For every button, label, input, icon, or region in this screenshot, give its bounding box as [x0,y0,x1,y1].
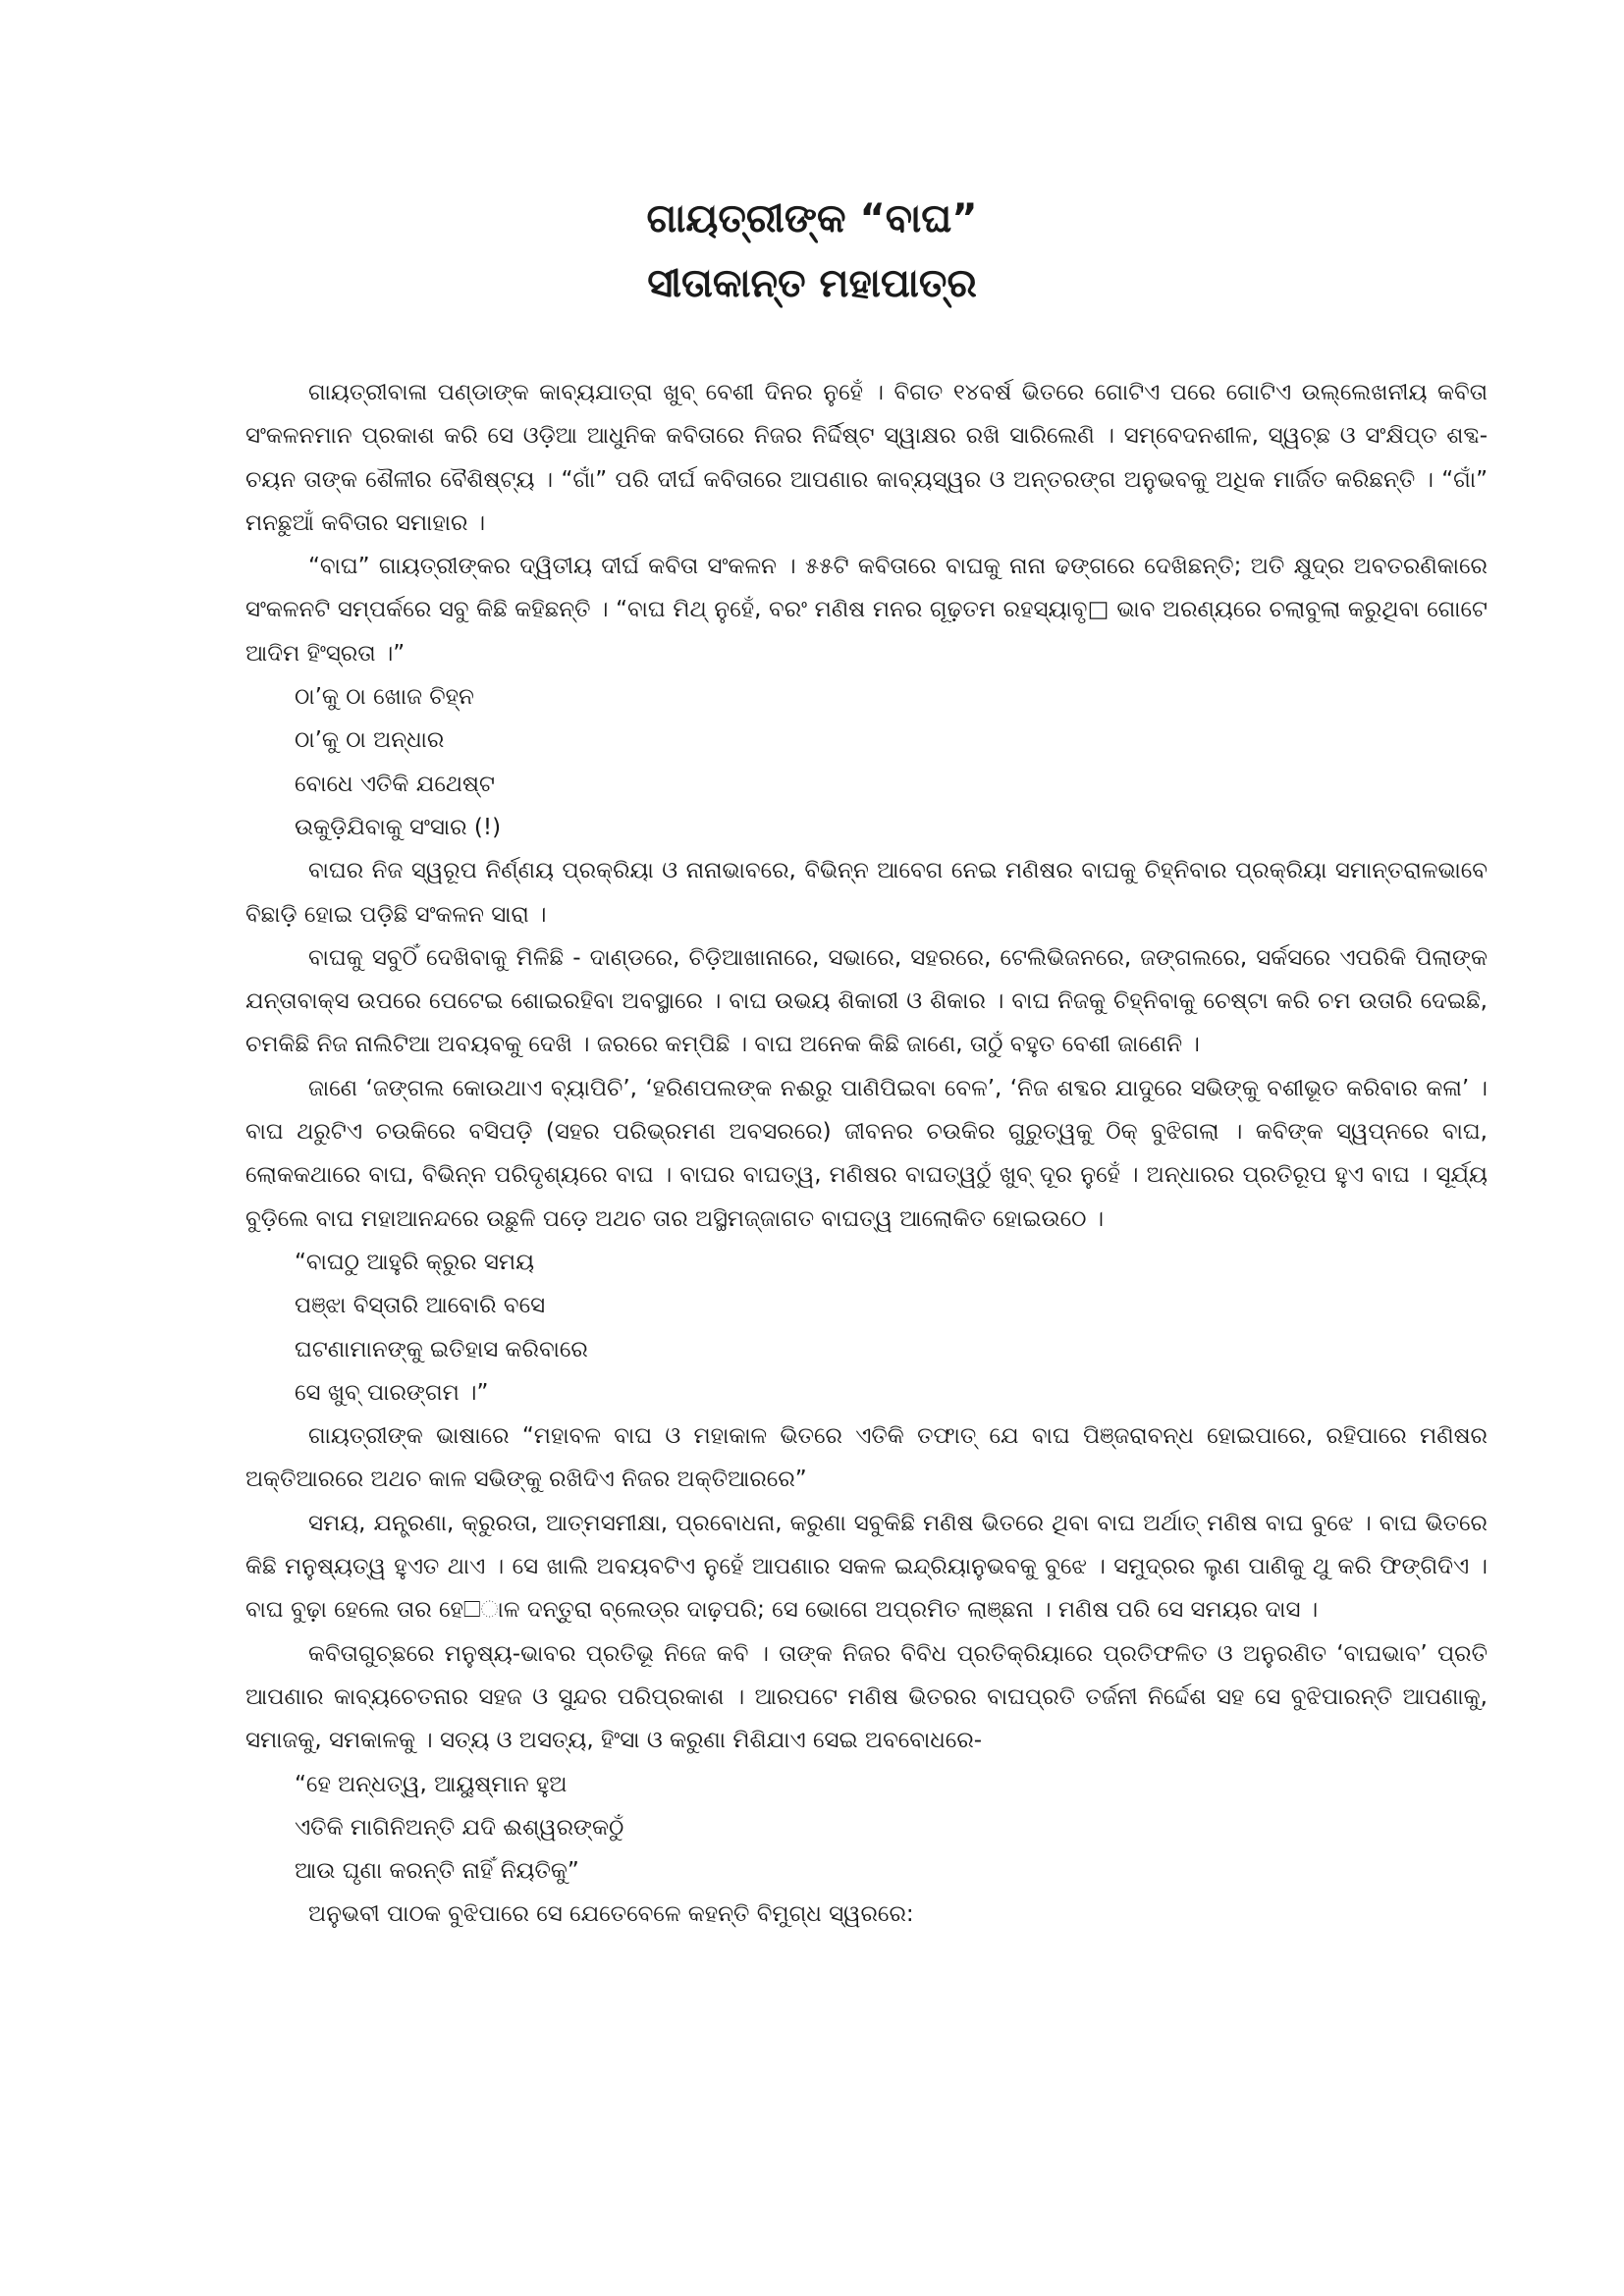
paragraph: ଗାୟତ୍ରୀବାଳା ପଣ୍ଡାଙ୍କ କାବ୍ୟଯାତ୍ରା ଖୁବ୍ ବେଶୀ ଦିନର ନୁହେଁ । ବିଗତ ୧୪ବର୍ଷ ଭିତରେ ଗୋଟିଏ ପରେ ଗୋଟିଏ ଉଲ୍ଲେଖନୀୟ କବିତା ସଂକଳନମାନ ପ୍ରକାଶ କରି ସେ ଓଡ଼ିଆ ଆଧୁନିକ କବିତାରେ ନିଜର ନିର୍ଦ୍ଦିଷ୍ଟ ସ୍ୱାକ୍ଷର ରଖି ସାରିଲେଣି । ସମ୍ବେଦନଶୀଳ, ସ୍ୱଚ୍ଛ ଓ ସଂକ୍ଷିପ୍ତ ଶବ୍ଦ-ଚୟନ ତାଙ୍କ ଶୈଳୀର ବୈଶିଷ୍ଟ୍ୟ । “ଗାଁ” ପରି ଦୀର୍ଘ କବିତାରେ ଆପଣାର କାବ୍ୟସ୍ୱର ଓ ଅନ୍ତରଙ୍ଗ ଅନୁଭବକୁ ଅଧିକ ମାର୍ଜିତ କରିଛନ୍ତି । “ଗାଁ” ମନଛୁଆଁ କବିତାର ସମାହାର । [245,380,1488,536]
verse-line: ସେ ଖୁବ୍ ପାରଙ୍ଗମ ।” [295,1379,489,1406]
verse-line: ବୋଧେ ଏତିକି ଯଥେଷ୍ଟ [295,771,495,797]
verse-line: “ବାଘଠୁ ଆହୁରି କ୍ରୁର ସମୟ [295,1249,535,1275]
verse-quote [245,1241,1488,1415]
article-author: ସୀତାକାନ୍ତ ମହାପାତ୍ର [647,261,977,306]
paragraph: ବାଘକୁ ସବୁଠିଁ ଦେଖିବାକୁ ମିଳିଛି - ଦାଣ୍ଡରେ, ଚିଡ଼ିଆଖାନାରେ, ସଭାରେ, ସହରରେ, ଟେଲିଭିଜନରେ, ଜଙ୍ଗଲରେ, ସର୍କସରେ ଏପରିକି ପିଲାଙ୍କ ଯନ୍ତାବାକ୍ସ ଉପରେ ପେଟେଇ ଶୋଇରହିବା ଅବସ୍ଥାରେ । ବାଘ ଉଭୟ ଶିକାରୀ ଓ ଶିକାର । ବାଘ ନିଜକୁ ଚିହ୍ନିବାକୁ ଚେଷ୍ଟା କରି ଚମ ଉତାରି ଦେଇଛି, ଚମକିଛି ନିଜ ନାଲିଟିଆ ଅବୟବକୁ ଦେଖି । ଜରରେ କମ୍ପିଛି । ବାଘ ଅନେକ କିଛି ଜାଣେ, ତାଠୁଁ ବହୁତ ବେଶୀ ଜାଣେନି । [245,944,1488,1058]
verse-line: ଘଟଣାମାନଙ୍କୁ ଇତିହାସ କରିବାରେ [295,1336,588,1362]
paragraph: ଅନୁଭବୀ ପାଠକ ବୁଝିପାରେ ସେ ଯେତେବେଳେ କହନ୍ତି ବିମୁଗ୍ଧ ସ୍ୱରରେ: [308,1901,914,1928]
article-title: ଗାୟତ୍ରୀଙ୍କ “ବାଘ” [646,196,978,241]
article-body [245,371,1488,1937]
paragraph: ଜାଣେ ‘ଜଙ୍ଗଲ କୋଉଥାଏ ବ୍ୟାପିଚି’, ‘ହରିଣପଲଙ୍କ ନଈରୁ ପାଣିପିଇବା ବେଳ’, ‘ନିଜ ଶବ୍ଦର ଯାଦୁରେ ସଭିଙ୍କୁ ବଶୀଭୂତ କରିବାର କଳା’ । ବାଘ ଥରୁଟିଏ ଚଉକିରେ ବସିପଡ଼ି (ସହର ପରିଭ୍ରମଣ ଅବସରରେ) ଜୀବନର ଚଉକିର ଗୁରୁତ୍ୱକୁ ଠିକ୍ ବୁଝିଗଲା । କବିଙ୍କ ସ୍ୱପ୍ନରେ ବାଘ, ଲୋକକଥାରେ ବାଘ, ବିଭିନ୍ନ ପରିଦୃଶ୍ୟରେ ବାଘ । ବାଘର ବାଘତ୍ୱ, ମଣିଷର ବାଘତ୍ୱଠୁଁ ଖୁବ୍ ଦୂର ନୁହେଁ । ଅନ୍ଧାରର ପ୍ରତିରୂପ ହୁଏ ବାଘ । ସୂର୍ଯ୍ୟ ବୁଡ଼ିଲେ ବାଘ ମହାଆନନ୍ଦରେ ଉଛୁଳି ପଡ଼େ ଅଥଚ ତାର ଅସ୍ଥିମଜ୍ଜାଗତ ବାଘତ୍ୱ ଆଲୋକିତ ହୋଇଉଠେ । [245,1075,1488,1232]
verse-line: ପଞ୍ଝା ବିସ୍ତାରି ଆବୋରି ବସେ [295,1293,546,1319]
verse-line: ଆଉ ଘୃଣା କରନ୍ତି ନାହିଁ ନିୟତିକୁ” [295,1858,579,1885]
paragraph: ସମୟ, ଯନ୍ତ୍ରଣା, କ୍ରୁରତା, ଆତ୍ମସମୀକ୍ଷା, ପ୍ରବୋଧନା, କରୁଣା ସବୁକିଛି ମଣିଷ ଭିତରେ ଥିବା ବାଘ ଅର୍ଥାତ୍ ମଣିଷ ବାଘ ବୁଝେ । ବାଘ ଭିତରେ କିଛି ମନୁଷ୍ୟତ୍ୱ ହୁଏତ ଥାଏ । ସେ ଖାଲି ଅବୟବଟିଏ ନୁହେଁ ଆପଣାର ସକଳ ଇନ୍ଦ୍ରିୟାନୁଭବକୁ ବୁଝେ । ସମୁଦ୍ରର ଲୁଣ ପାଣିକୁ ଥୁ କରି ଫିଙ୍ଗିଦିଏ । ବାଘ ବୁଢ଼ା ହେଲେ ତାର ହେ□ାଳ ଦନ୍ତୁରା ବ୍ଲେଡ୍‌ର ଦାଢ଼ପରି; ସେ ଭୋଗେ ଅପ୍ରମିତ ଲାଞ୍ଛନା । ମଣିଷ ପରି ସେ ସମୟର ଦାସ । [245,1510,1488,1624]
paragraph: କବିତାଗୁଚ୍ଛରେ ମନୁଷ୍ୟ-ଭାବର ପ୍ରତିଭୂ ନିଜେ କବି । ତାଙ୍କ ନିଜର ବିବିଧ ପ୍ରତିକ୍ରିୟାରେ ପ୍ରତିଫଳିତ ଓ ଅନୁରଣିତ ‘ବାଘଭାବ’ ପ୍ରତି ଆପଣାର କାବ୍ୟଚେତନାର ସହଜ ଓ ସୁନ୍ଦର ପରିପ୍ରକାଶ । ଆରପଟେ ମଣିଷ ଭିତରର ବାଘପ୍ରତି ତର୍ଜନୀ ନିର୍ଦ୍ଦେଶ ସହ ସେ ବୁଝିପାରନ୍ତି ଆପଣାକୁ, ସମାଜକୁ, ସମକାଳକୁ । ସତ୍ୟ ଓ ଅସତ୍ୟ, ହିଂସା ଓ କରୁଣା ମିଶିଯାଏ ସେଇ ଅବବୋଧରେ- [245,1640,1488,1754]
verse-line: ଉକୁଡ଼ିଯିବାକୁ ସଂସାର (!) [295,814,502,840]
verse-quote [245,675,1488,849]
verse-line: “ହେ ଅନ୍ଧତ୍ୱ, ଆୟୁଷ୍ମାନ ହୁଅ [295,1771,568,1797]
title-block [0,187,1624,316]
verse-line: ଠା’କୁ ଠା ଅନ୍ଧାର [295,727,445,754]
verse-line: ଏତିକି ମାଗିନିଅନ୍ତି ଯଦି ଈଶ୍ୱରଙ୍କଠୁଁ [295,1814,624,1841]
verse-quote [245,1763,1488,1894]
verse-line: ଠା’କୁ ଠା ଖୋଜ ଚିହ୍ନ [295,684,474,711]
paragraph: ଗାୟତ୍ରୀଙ୍କ ଭାଷାରେ “ମହାବଳ ବାଘ ଓ ମହାକାଳ ଭିତରେ ଏତିକି ତଫାତ୍ ଯେ ବାଘ ପିଞ୍ଜରାବନ୍ଧ ହୋଇପାରେ, ରହିପାରେ ମଣିଷର ଅକ୍ତିଆରରେ ଅଥଚ କାଳ ସଭିଙ୍କୁ ରଖିଦିଏ ନିଜର ଅକ୍ତିଆରରେ” [245,1423,1488,1493]
paragraph: ବାଘର ନିଜ ସ୍ୱରୂପ ନିର୍ଣ୍ଣୟ ପ୍ରକ୍ରିୟା ଓ ନାନାଭାବରେ, ବିଭିନ୍ନ ଆବେଗ ନେଇ ମଣିଷର ବାଘକୁ ଚିହ୍ନିବାର ପ୍ରକ୍ରିୟା ସମାନ୍ତରାଳଭାବେ ବିଛାଡ଼ି ହୋଇ ପଡ଼ିଛି ସଂକଳନ ସାରା । [245,858,1488,928]
paragraph: “ବାଘ” ଗାୟତ୍ରୀଙ୍କର ଦ୍ୱିତୀୟ ଦୀର୍ଘ କବିତା ସଂକଳନ । ୫୫ଟି କବିତାରେ ବାଘକୁ ନାନା ଢଙ୍ଗରେ ଦେଖିଛନ୍ତି; ଅତି କ୍ଷୁଦ୍ର ଅବତରଣିକାରେ ସଂକଳନଟି ସମ୍ପର୍କରେ ସବୁ କିଛି କହିଛନ୍ତି । “ବାଘ ମିଥ୍ ନୁହେଁ, ବରଂ ମଣିଷ ମନର ଗୂଢ଼ତମ ରହସ୍ୟାବୃ□ ଭାବ ଅରଣ୍ୟରେ ଚଲାବୁଲା କରୁଥିବା ଗୋଟେ ଆଦିମ ହିଂସ୍ରତା ।” [245,554,1488,667]
